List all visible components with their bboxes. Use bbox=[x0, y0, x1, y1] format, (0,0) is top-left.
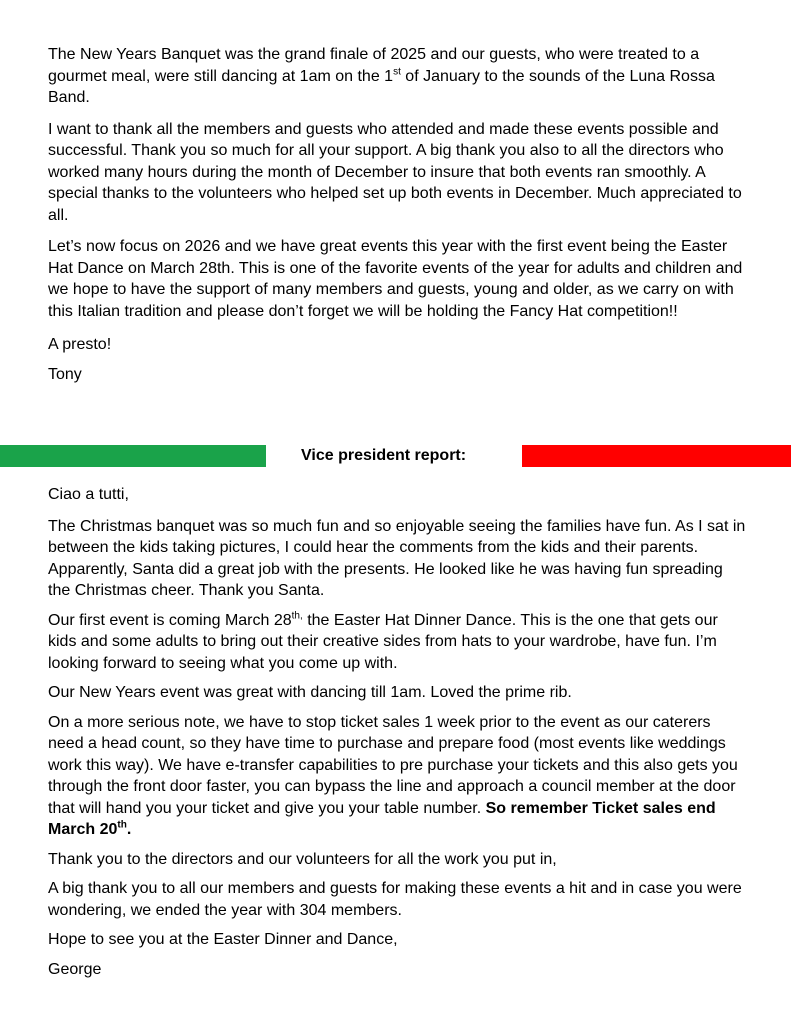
red-bar bbox=[522, 445, 791, 467]
paragraph-new-years-banquet: The New Years Banquet was the grand finale of 2025 and our guests, who were treated to a gourmet meal, were still dancing at 1am on the 1st of January to the sounds of the Luna Rossa Band. bbox=[48, 46, 715, 106]
greeting: Ciao a tutti, bbox=[48, 486, 129, 503]
signature-tony: Tony bbox=[48, 365, 82, 383]
paragraph-new-years-event: Our New Years event was great with dancing till 1am. Loved the prime rib. bbox=[48, 684, 572, 701]
paragraph-members-count: A big thank you to all our members and guests for making these events a hit and in case you were wondering, we ended the year with 304 members. bbox=[48, 880, 742, 919]
paragraph-christmas-banquet: The Christmas banquet was so much fun and so enjoyable seeing the families have fun. As I sat in between the kids taking pictures, I could hear the comments from the kids and their parents. Apparently, Santa did a great job with the presents. He looked like he was having fun spreading the Christmas cheer. Thank you Santa. bbox=[48, 517, 746, 599]
section-separator bbox=[0, 443, 791, 467]
paragraph-see-you: Hope to see you at the Easter Dinner and Dance, bbox=[48, 931, 398, 948]
paragraph-ticket-sales: On a more serious note, we have to stop ticket sales 1 week prior to the event as our caterers need a head count, so they have time to purchase and prepare food (most events like weddings work this way). We have e-transfer capabilities to pre purchase your tickets and this also gets you through the front door faster, you can bypass the line and approach a council member at the door that will hand you your ticket and give you your table number. So remember Ticket sales end March 20th. bbox=[48, 713, 738, 838]
vice-president-section bbox=[48, 484, 748, 980]
section-heading: Vice president report: bbox=[301, 447, 467, 464]
paragraph-first-event: Our first event is coming March $28^{th,}$ the Easter Hat Dinner Dance. This is the one that gets our kids and some adults to bring out their creative sides from hats to your wardrobe, have fun. I’m looking forward to seeing what you come up with. bbox=[48, 610, 718, 672]
signature-george: George bbox=[48, 960, 102, 978]
paragraph-thank-directors: Thank you to the directors and our volunteers for all the work you put in, bbox=[48, 850, 557, 868]
closing-line: A presto! bbox=[48, 336, 112, 353]
president-section bbox=[48, 44, 748, 385]
green-bar bbox=[0, 445, 266, 467]
paragraph-focus-2026: Let’s now focus on 2026 and we have great events this year with the first event being the Easter Hat Dance on March 28th. This is one of the favorite events of the year for adults and children and we hope to have the support of many members and guests, young and older, as we carry on with this Italian tradition and please don’t forget we will be holding the Fancy Hat competition!! bbox=[48, 238, 743, 320]
paragraph-thank-you: I want to thank all the members and guests who attended and made these events possible and successful. Thank you so much for all your support. A big thank you also to all the directors who worked many hours during the month of December to insure that both events ran smoothly. A special thanks to the volunteers who helped set up both events in December. Much appreciated to all. bbox=[48, 120, 742, 224]
